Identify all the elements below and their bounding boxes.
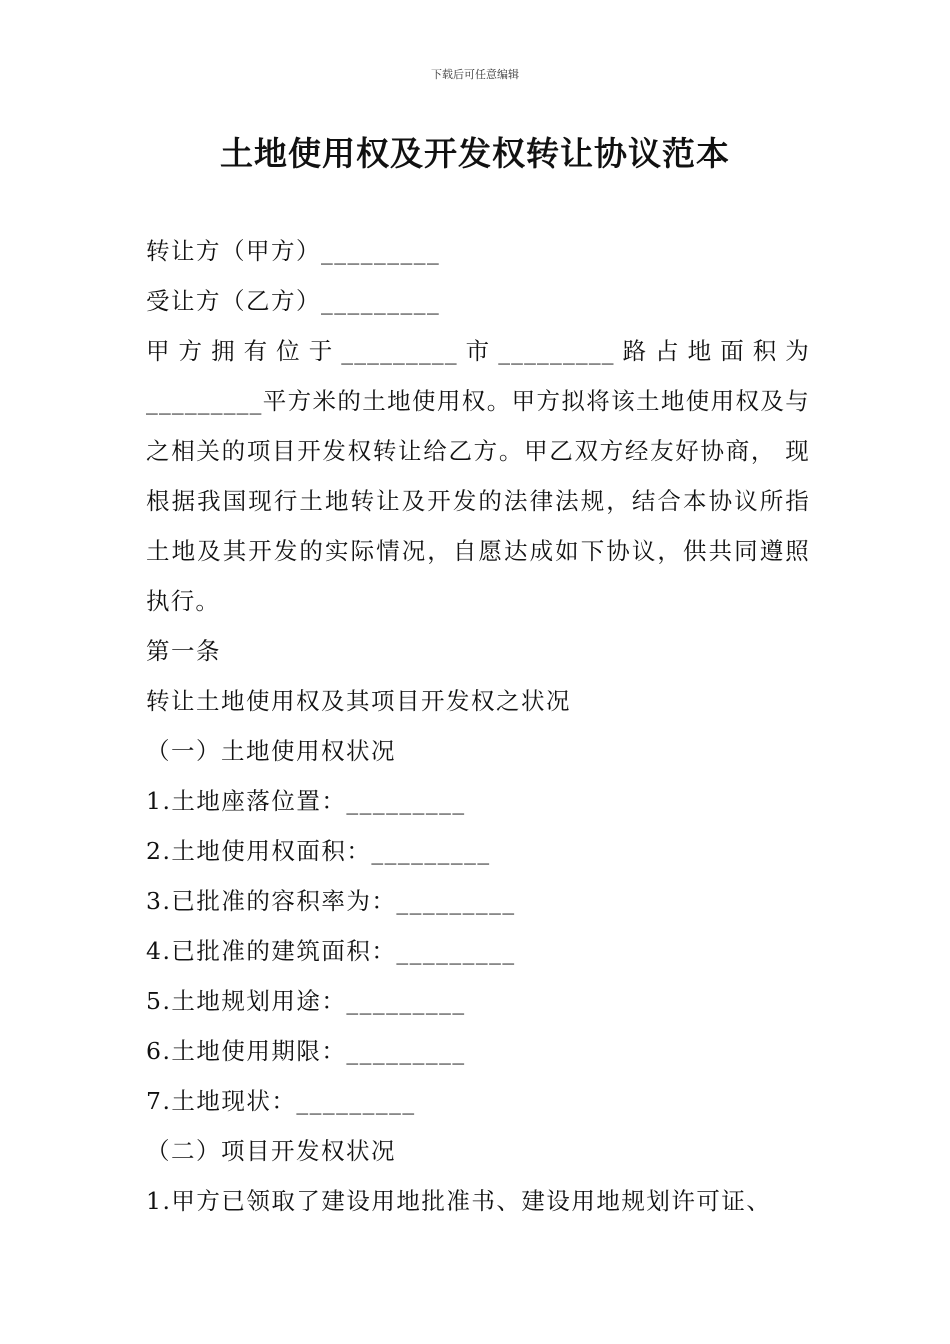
document-title: 土地使用权及开发权转让协议范本 — [220, 134, 730, 173]
document-body — [146, 226, 810, 1226]
land-item: 3.已批准的容积率为：_________ — [146, 887, 516, 915]
dev-item: 1.甲方已领取了建设用地批准书、建设用地规划许可证、 — [146, 1187, 772, 1215]
header-note: 下载后可任意编辑 — [431, 68, 519, 81]
land-item: 1.土地座落位置：_________ — [146, 787, 466, 815]
section-dev-rights-title: （二）项目开发权状况 — [146, 1137, 396, 1165]
article-number: 第一条 — [146, 637, 221, 665]
land-item: 7.土地现状：_________ — [146, 1087, 416, 1115]
section-land-use-title: （一）土地使用权状况 — [146, 737, 396, 765]
land-item: 5.土地规划用途：_________ — [146, 987, 466, 1015]
land-item: 6.土地使用期限：_________ — [146, 1037, 466, 1065]
article-heading: 转让土地使用权及其项目开发权之状况 — [146, 687, 571, 715]
transferor-line: 转让方（甲方）_________ — [146, 237, 441, 265]
land-item: 4.已批准的建筑面积：_________ — [146, 937, 516, 965]
intro-paragraph: 甲方拥有位于_________市_________路占地面积为_________平方米的土地使用权。甲方拟将该土地使用权及与之相关的项目开发权转让给乙方。甲乙双方经友好协商， 现根据我国现行土地转让及开发的法律法规，结合本协议所指土地及其开发的实际情况，自愿达成如下协议，供共同遵照执行。 — [146, 337, 810, 615]
land-item: 2.土地使用权面积：_________ — [146, 837, 491, 865]
transferee-line: 受让方（乙方）_________ — [146, 287, 441, 315]
